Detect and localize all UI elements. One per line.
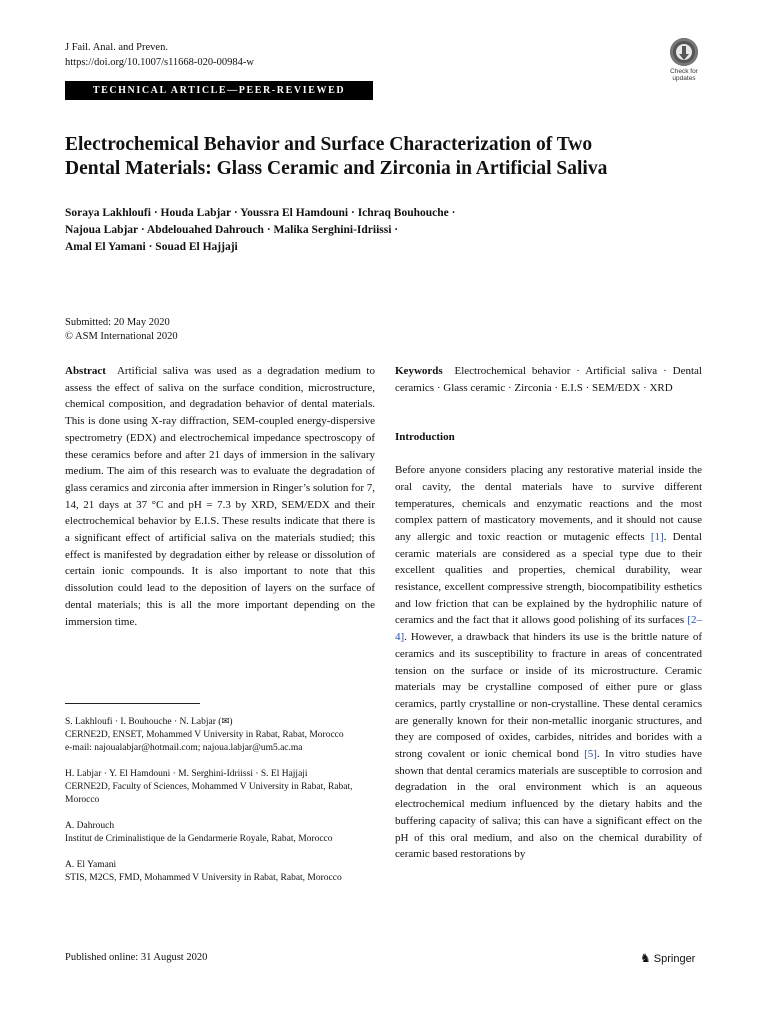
publication-dates [65,316,178,344]
journal-name: J Fail. Anal. and Preven. [65,42,168,53]
affiliation-org: CERNE2D, Faculty of Sciences, Mohammed V University in Rabat, Rabat, Morocco [65,782,353,805]
affiliation-org: CERNE2D, ENSET, Mohammed V University in Rabat, Rabat, Morocco [65,730,344,740]
check-for-updates-badge[interactable] [664,38,704,82]
affiliation-block [65,820,365,846]
title-line: Electrochemical Behavior and Surface Characterization of Two [65,134,593,155]
abstract [65,363,375,630]
affiliation-names: H. Labjar · Y. El Hamdouni · M. Serghini-Idriissi · S. El Hajjaji [65,769,308,779]
citation-link[interactable]: [2–4] [395,614,702,644]
intro-text: . Dental ceramic materials are considered as a special type due to their excellent qualities and properties, chemical durability, wear resistance, excellent compressive strength, biocompatibility esthetics and low friction that can be explained by the hydrophilic nature of ceramics and the fact that it allows good polishing of its surfaces [395,530,702,627]
check-for-updates-label: Check for updates [670,68,698,82]
affiliation-org: Institut de Criminalistique de la Gendarmerie Royale, Rabat, Morocco [65,834,333,844]
introduction-body [395,462,702,863]
affiliation-block [65,716,365,755]
footnote-divider [65,703,200,704]
article-title [65,133,705,181]
introduction-paragraph [395,462,702,863]
check-for-updates-icon [670,38,698,66]
publisher-logo [640,951,695,965]
title-line: Dental Materials: Glass Ceramic and Zirconia in Artificial Saliva [65,158,608,179]
affiliation-block [65,859,365,885]
keywords-heading: Keywords [395,365,443,377]
introduction-heading: Introduction [395,431,455,444]
copyright-notice: © ASM International 2020 [65,331,178,342]
springer-horse-icon: ♞ [640,951,651,965]
abstract-text: Artificial saliva was used as a degradation medium to assess the effect of saliva on the surface condition, microstructure, chemical composition, and degradation behavior of dental materials. This is done using X-ray diffraction, SEM-coupled energy-dispersive spectrometry (EDX) and electrochemical impedance spectroscopy of these ceramics before and after 21 days of immersion in the salivary medium. The aim of this research was to evaluate the degradation of glass ceramics and zirconia after immersion in Ringer’s solution for 7, 14, 21 days at 37 °C and pH = 7.3 by XRD, SEM/EDX and their electrochemical behavior by E.I.S. These results indicate that there is a significant effect of artificial saliva on the materials studied; this effect is manifested by degradation either by release or dissolution of certain ionic compounds. It is also important to note that this dissolution could lead to the deposition of layers on the surface of dental materials; this is all the more important depending on the immersion time. [65,365,375,628]
running-header [65,40,254,70]
affiliation-names: S. Lakhloufi · I. Bouhouche · N. Labjar (✉) [65,717,233,727]
authors-line: Najoua Labjar · Abdelouahed Dahrouch · Malika Serghini-Idriissi · [65,224,399,236]
intro-text: . In vitro studies have shown that dental ceramics materials are susceptible to corrosion and degradation in the oral environment which is an aqueous electrochemical medium influenced by the dietary habits and the buffering capacity of saliva; this can have a significant effect on the pH of this oral medium, and also on the chemical durability of ceramic based restorations by [395,748,702,861]
intro-text: Before anyone considers placing any restorative material inside the oral cavity, the dental materials have to survive different temperatures, chemicals and enzymatic reactions and the most complex pattern of masticatory movements, and it should not cause any allergic and toxic reaction or mutagenic effects [395,464,702,543]
publisher-name: Springer [653,953,696,965]
affiliations [65,716,365,898]
right-column [395,363,702,863]
citation-link[interactable]: [5] [584,748,597,761]
affiliation-names: A. El Yamani [65,860,117,870]
affiliation-block [65,768,365,807]
published-online: Published online: 31 August 2020 [65,952,208,963]
keywords-text: Electrochemical behavior · Artificial saliva · Dental ceramics · Glass ceramic · Zirconia · E.I.S · SEM/EDX · XRD [395,365,702,394]
article-type-banner: TECHNICAL ARTICLE—PEER-REVIEWED [65,81,373,100]
doi-link[interactable]: https://doi.org/10.1007/s11668-020-00984-w [65,57,254,68]
abstract-heading: Abstract [65,365,106,377]
citation-link[interactable]: [1] [650,530,664,543]
submitted-date: Submitted: 20 May 2020 [65,317,170,328]
author-list [65,205,705,256]
intro-text: . However, a drawback that hinders its use is the brittle nature of ceramics and its susceptibility to fracture in areas of concentrated tension on the surface or inside of its microstructure. Ceramic materials may be crystalline composed of either pure or glass ceramics, partly crystalline or non-crystalline. These dental ceramics are generally known for their non-metallic inorganic structures, and they are composed of oxides, carbides, nitrides and borides with a strong covalent or ionic chemical bond [395,631,702,761]
keywords [395,363,702,396]
affiliation-names: A. Dahrouch [65,821,115,831]
affiliation-email[interactable]: e-mail: najoualabjar@hotmail.com; najoua.labjar@um5.ac.ma [65,743,303,753]
affiliation-org: STIS, M2CS, FMD, Mohammed V University in Rabat, Rabat, Morocco [65,873,342,883]
authors-line: Soraya Lakhloufi · Houda Labjar · Youssra El Hamdouni · Ichraq Bouhouche · [65,207,456,219]
authors-line: Amal El Yamani · Souad El Hajjaji [65,241,238,253]
